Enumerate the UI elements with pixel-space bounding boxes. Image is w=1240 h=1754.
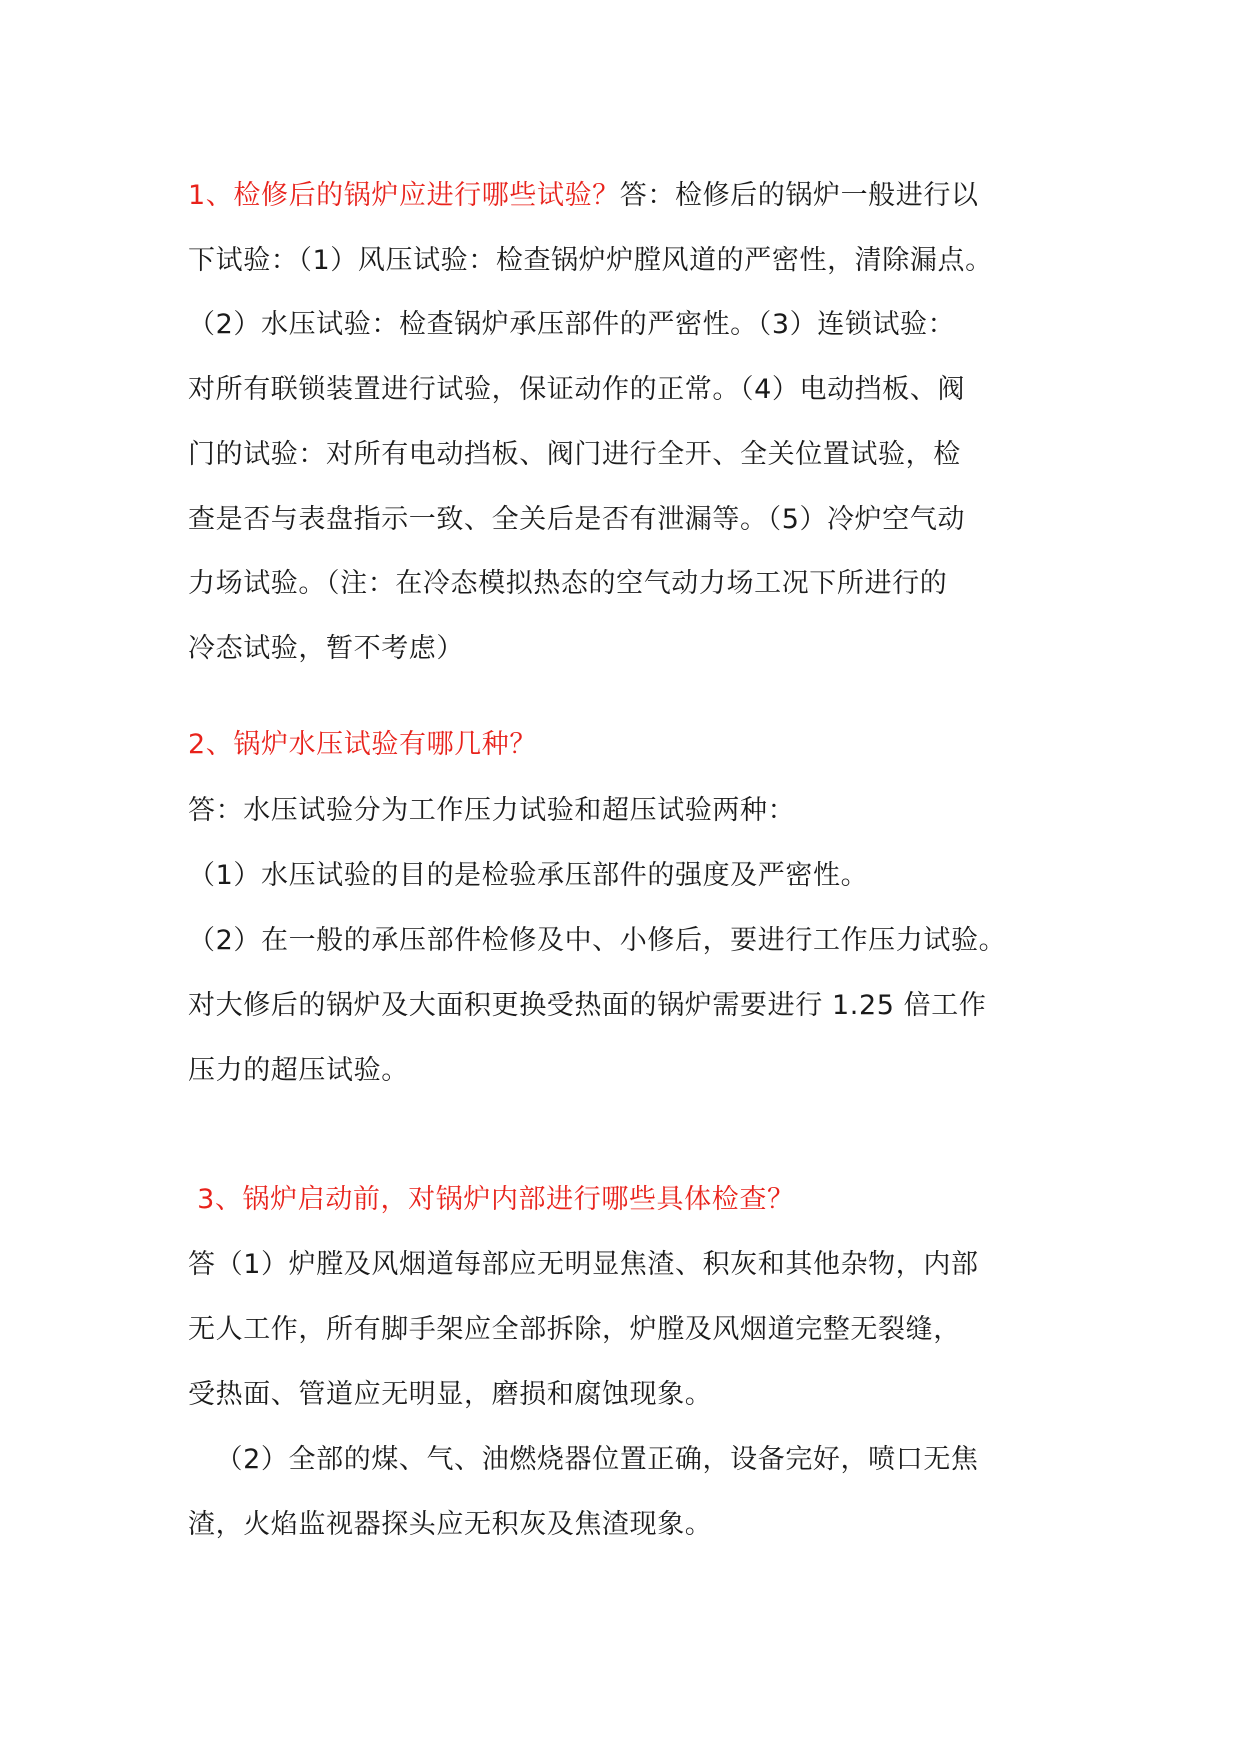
q1-answer-line-0: 答：检修后的锅炉一般进行以 bbox=[619, 180, 979, 211]
q3-answer-line-4: 渣，火焰监视器探头应无积灰及焦渣现象。 bbox=[188, 1509, 713, 1540]
q3-question: 3、锅炉启动前，对锅炉内部进行哪些具体检查？ bbox=[188, 1184, 795, 1215]
q2-answer-line-1: （1）水压试验的目的是检验承压部件的强度及严密性。 bbox=[188, 860, 869, 891]
q2-question: 2、锅炉水压试验有哪几种？ bbox=[188, 729, 537, 760]
q3-answer-line-0: 答（1）炉膛及风烟道每部应无明显焦渣、积灰和其他杂物，内部 bbox=[188, 1249, 979, 1280]
q2-answer-line-0: 答：水压试验分为工作压力试验和超压试验两种： bbox=[188, 795, 796, 826]
q1-answer-line-4: 门的试验：对所有电动挡板、阀门进行全开、全关位置试验，检 bbox=[188, 439, 961, 470]
q3-answer-line-3: （2）全部的煤、气、油燃烧器位置正确，设备完好，喷口无焦 bbox=[188, 1444, 979, 1475]
q3-answer-line-1: 无人工作，所有脚手架应全部拆除，炉膛及风烟道完整无裂缝， bbox=[188, 1314, 961, 1345]
q1-answer-line-3: 对所有联锁装置进行试验，保证动作的正常。（4）电动挡板、阀 bbox=[188, 374, 966, 405]
q1-question: 1、检修后的锅炉应进行哪些试验？ bbox=[188, 180, 620, 211]
q1-first-line bbox=[188, 178, 979, 214]
q3-answer-line-2: 受热面、管道应无明显，磨损和腐蚀现象。 bbox=[188, 1379, 713, 1410]
q1-answer-line-2: （2）水压试验：检查锅炉承压部件的严密性。（3）连锁试验： bbox=[188, 309, 956, 340]
q2-answer-line-2: （2）在一般的承压部件检修及中、小修后，要进行工作压力试验。 bbox=[188, 925, 1007, 956]
q2-answer-line-4: 压力的超压试验。 bbox=[188, 1055, 409, 1086]
q1-answer-line-7: 冷态试验，暂不考虑） bbox=[188, 633, 464, 664]
q1-answer-line-1: 下试验：（1）风压试验：检查锅炉炉膛风道的严密性，清除漏点。 bbox=[188, 245, 993, 276]
q1-answer-line-5: 查是否与表盘指示一致、全关后是否有泄漏等。（5）冷炉空气动 bbox=[188, 504, 966, 535]
q1-answer-line-6: 力场试验。（注：在冷态模拟热态的空气动力场工况下所进行的 bbox=[188, 568, 948, 599]
q2-answer-line-3: 对大修后的锅炉及大面积更换受热面的锅炉需要进行 1.25 倍工作 bbox=[188, 990, 987, 1021]
